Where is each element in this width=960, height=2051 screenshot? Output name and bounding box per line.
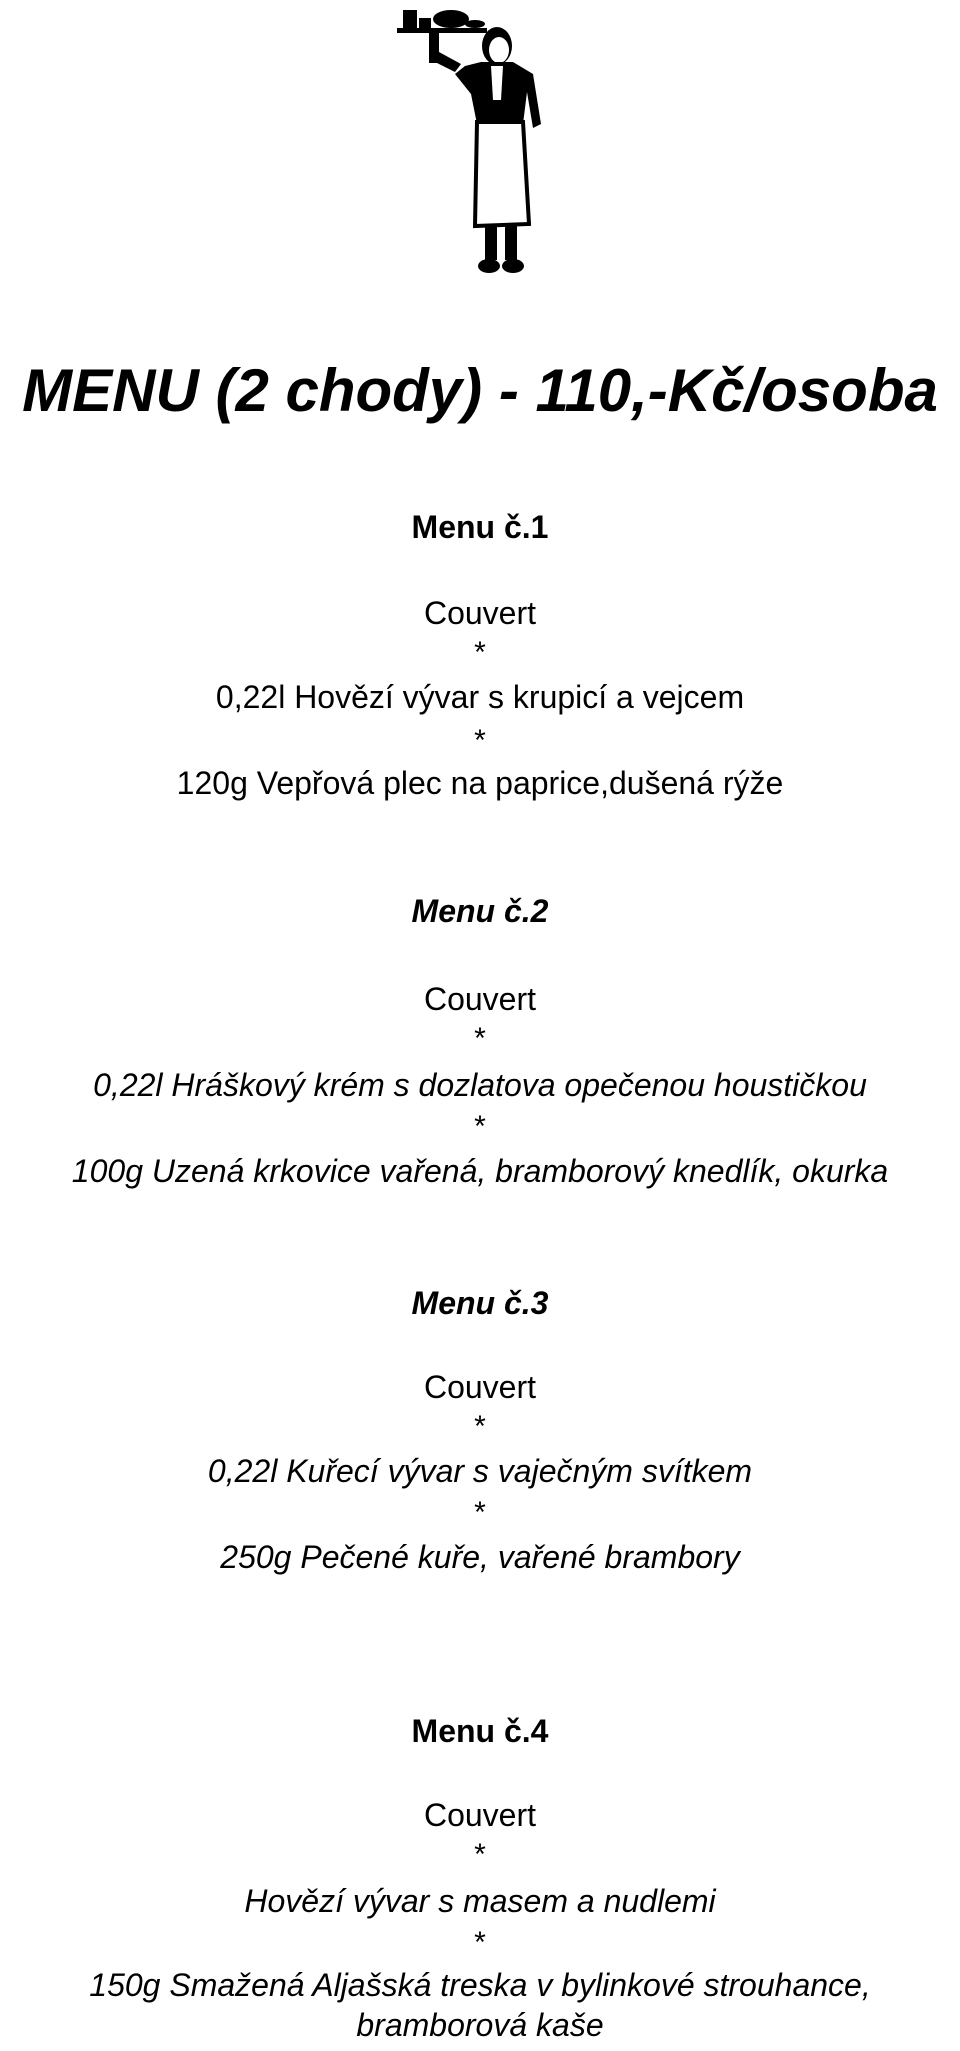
waiter-logo (395, 4, 555, 284)
separator-star: * (474, 636, 486, 669)
menu-heading: Menu č.4 (411, 1713, 549, 1749)
couvert-line: Couvert (423, 1369, 537, 1405)
separator-star: * (474, 1926, 486, 1959)
separator-star: * (474, 1110, 486, 1143)
main-course-line: 250g Pečené kuře, vařené brambory (220, 1539, 740, 1575)
soup-line: Hovězí vývar s masem a nudlemi (244, 1883, 716, 1919)
waiter-illustration (395, 4, 555, 284)
soup-line: 0,22l Hráškový krém s dozlatova opečenou houstičkou (93, 1067, 867, 1103)
separator-star: * (474, 1496, 486, 1529)
soup-line: 0,22l Hovězí vývar s krupicí a vejcem (215, 679, 745, 715)
menu-title: MENU (2 chody) - 110,-Kč/osoba (22, 357, 938, 424)
main-course-line: 120g Vepřová plec na paprice,dušená rýže (176, 765, 784, 801)
separator-star: * (474, 1022, 486, 1055)
main-course-line: 150g Smažená Aljašská treska v bylinkové strouhance, (89, 1967, 871, 2003)
separator-star: * (474, 1410, 486, 1443)
couvert-line: Couvert (423, 981, 537, 1017)
couvert-line: Couvert (423, 595, 537, 631)
separator-star: * (474, 1838, 486, 1871)
menu-heading: Menu č.2 (411, 893, 549, 929)
main-course-line: 100g Uzená krkovice vařená, bramborový knedlík, okurka (71, 1153, 889, 1189)
soup-line: 0,22l Kuřecí vývar s vaječným svítkem (207, 1453, 753, 1489)
couvert-line: Couvert (423, 1797, 537, 1833)
menu-heading: Menu č.3 (411, 1285, 549, 1321)
menu-heading: Menu č.1 (411, 509, 549, 545)
main-course-line-continued: bramborová kaše (356, 2007, 604, 2043)
separator-star: * (474, 724, 486, 757)
